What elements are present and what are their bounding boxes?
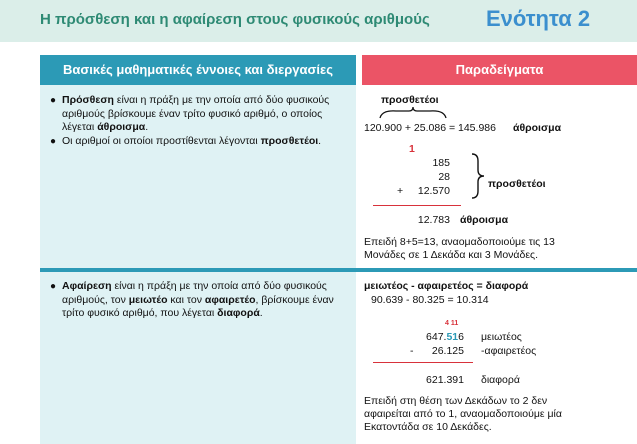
addition-term: Πρόσθεση [62,94,114,106]
examples-column-header: Παραδείγματα [362,55,637,85]
addend-row: 28 [438,171,450,183]
top-brace-icon [378,106,448,120]
addition-note: Μονάδες σε 1 Δεκάδα και 3 Μονάδες. [364,249,538,261]
subtraction-equation: 90.639 - 80.325 = 10.314 [371,294,489,306]
difference-term: διαφορά [217,307,260,319]
regroup-marks: 4 11 [445,320,459,327]
subtrahend-value: 26.125 [431,345,464,357]
carry-digit: 1 [409,143,415,155]
plus-sign: + [397,185,404,197]
addend-row: 185 [432,157,450,169]
addend-row: 12.570 [417,185,450,197]
addends-definition: ● Οι αριθμοί οι οποίοι προστίθενται λέγονται προσθετέοι. [50,135,322,147]
addition-result: 12.783 [417,214,450,226]
result-difference-label: διαφορά [481,374,520,386]
addition-definition: ● Πρόσθεση είναι η πράξη με την οποία από δύο φυσικούς αριθμούς βρίσκουμε έναν τρίτο φυσικό αριθμό, ο οποίος λέγεται άθροισμα. [50,94,330,133]
side-brace-icon [470,153,486,199]
addends-term: προσθετέοι [260,135,319,147]
subtraction-formula: μειωτέος - αφαιρετέος = διαφορά [364,280,529,292]
page-header [0,0,637,42]
minuend-label: μειωτέος [481,331,522,343]
bullet-icon: ● [50,136,57,147]
subtraction-note: Επειδή στη θέση των Δεκάδων το 2 δεν [364,395,548,407]
subtraction-result: 621.391 [426,374,464,386]
section-divider [40,268,637,272]
subtraction-term: Αφαίρεση [62,280,112,292]
concepts-column-header: Βασικές μαθηματικές έννοιες και διεργασίες [40,55,356,85]
minus-sign: - [410,345,414,357]
subtrahend-label: -αφαιρετέος [481,345,537,357]
difference-line [373,362,473,363]
minuend-term: μειωτέο [128,293,168,306]
addends-brace-label: προσθετέοι [488,178,546,190]
addition-equation: 120.900 + 25.086 = 145.986 [364,122,496,134]
regrouped-digits: 51 [446,331,459,343]
addends-top-label: προσθετέοι [381,94,439,106]
addition-note: Επειδή 8+5=13, αναομαδοποιούμε τις 13 [364,236,555,248]
chapter-title: Η πρόσθεση και η αφαίρεση στους φυσικούς αριθμούς [40,11,430,28]
result-sum-label: άθροισμα [460,214,509,226]
equation-sum-label: άθροισμα [513,122,562,134]
sum-term: άθροισμα [97,121,146,133]
bullet-icon: ● [50,281,57,292]
sum-line [373,205,461,206]
subtraction-note: Εκατοντάδα σε 10 Δεκάδες. [364,421,492,433]
subtraction-note: αφαιρείται από το 1, αναομαδοποιούμε μία [364,408,562,420]
bullet-icon: ● [50,95,57,106]
minuend-value: 647.516 [426,331,464,343]
unit-label: Ενότητα 2 [486,6,591,31]
subtraction-definition: ● Αφαίρεση είναι η πράξη με την οποία από δύο φυσικούς αριθμούς, τον μειωτέο και τον αφαιρετέο, βρίσκουμε έναν τρίτο φυσικό αριθμό, που λέγεται διαφορά. [50,280,334,319]
subtrahend-term: αφαιρετέο [204,293,256,306]
